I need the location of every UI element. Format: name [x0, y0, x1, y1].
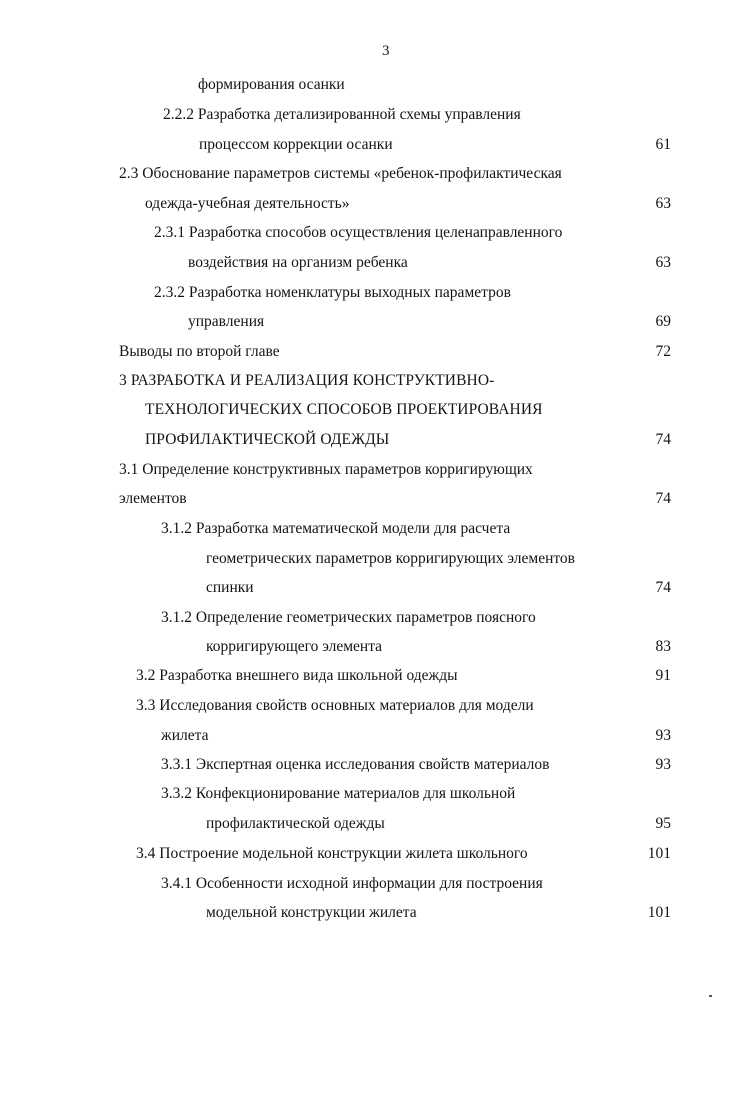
toc-entry-2-2-2-title: 2.2.2 Разработка детализированной схемы управления	[163, 106, 521, 123]
toc-entry-2-3-title: 2.3 Обоснование параметров системы «ребенок-профилактическая	[119, 165, 562, 182]
toc-entry-2-3-page: 63	[655, 195, 671, 212]
toc-chapter-3-title-line1: 3 РАЗРАБОТКА И РЕАЛИЗАЦИЯ КОНСТРУКТИВНО-	[119, 372, 495, 389]
toc-entry-2-3-2-title: 2.3.2 Разработка номенклатуры выходных параметров	[154, 284, 511, 301]
toc-entry-3-4-page: 101	[647, 845, 671, 862]
toc-entry-3-2-page: 91	[655, 667, 671, 684]
toc-entry-3-1-2a-continuation2: спинки	[206, 579, 254, 596]
toc-entry-3-1-title: 3.1 Определение конструктивных параметров корригирующих	[119, 461, 533, 478]
toc-entry-2-3-2-page: 69	[655, 313, 671, 330]
toc-entry-2-3-1-page: 63	[655, 254, 671, 271]
toc-line-formirovaniya-osanki: формирования осанки	[198, 76, 345, 93]
toc-entry-3-1-2b-title: 3.1.2 Определение геометрических параметров поясного	[161, 609, 536, 626]
toc-entry-conclusions-page: 72	[655, 343, 671, 360]
page-number: 3	[382, 43, 390, 59]
toc-entry-3-1-2a-continuation1: геометрических параметров корригирующих элементов	[206, 550, 576, 567]
toc-entry-3-1-2a-page: 74	[655, 579, 671, 596]
toc-entry-2-3-1-title: 2.3.1 Разработка способов осуществления целенаправленного	[154, 224, 563, 241]
toc-entry-3-1-2a-title: 3.1.2 Разработка математической модели для расчета	[161, 520, 511, 537]
toc-entry-2-2-2-continuation: процессом коррекции осанки	[199, 136, 393, 153]
toc-chapter-3-title-line2: ТЕХНОЛОГИЧЕСКИХ СПОСОБОВ ПРОЕКТИРОВАНИЯ	[145, 401, 543, 418]
toc-entry-3-3-1-page: 93	[655, 756, 671, 773]
toc-entry-3-1-2b-continuation: корригирующего элемента	[206, 638, 383, 655]
toc-entry-2-3-1-continuation: воздействия на организм ребенка	[188, 254, 408, 271]
scan-speck	[709, 995, 712, 997]
toc-entry-2-3-2-continuation: управления	[188, 313, 265, 330]
toc-entry-3-3-2-page: 95	[655, 815, 671, 832]
toc-entry-3-3-title: 3.3 Исследования свойств основных материалов для модели	[136, 697, 534, 714]
toc-chapter-3-title-line3: ПРОФИЛАКТИЧЕСКОЙ ОДЕЖДЫ	[145, 431, 390, 448]
toc-entry-3-3-2-continuation: профилактической одежды	[206, 815, 385, 832]
toc-entry-3-4-1-continuation: модельной конструкции жилета	[206, 904, 417, 921]
toc-entry-2-2-2-page: 61	[655, 136, 671, 153]
toc-entry-conclusions-title: Выводы по второй главе	[119, 343, 280, 360]
toc-entry-3-3-page: 93	[655, 727, 671, 744]
toc-entry-2-3-continuation: одежда-учебная деятельность»	[145, 195, 350, 212]
toc-entry-3-2-title: 3.2 Разработка внешнего вида школьной одежды	[136, 667, 458, 684]
toc-entry-3-4-1-page: 101	[647, 904, 671, 921]
toc-entry-3-3-2-title: 3.3.2 Конфекционирование материалов для школьной	[161, 785, 516, 802]
toc-entry-3-3-continuation: жилета	[161, 727, 209, 744]
toc-entry-3-4-1-title: 3.4.1 Особенности исходной информации для построения	[161, 875, 543, 892]
toc-entry-3-1-page: 74	[655, 490, 671, 507]
toc-entry-3-4-title: 3.4 Построение модельной конструкции жилета школьного	[136, 845, 528, 862]
toc-chapter-3-page: 74	[655, 431, 671, 448]
toc-entry-3-3-1-title: 3.3.1 Экспертная оценка исследования свойств материалов	[161, 756, 550, 773]
toc-entry-3-1-continuation: элементов	[119, 490, 187, 507]
toc-entry-3-1-2b-page: 83	[655, 638, 671, 655]
